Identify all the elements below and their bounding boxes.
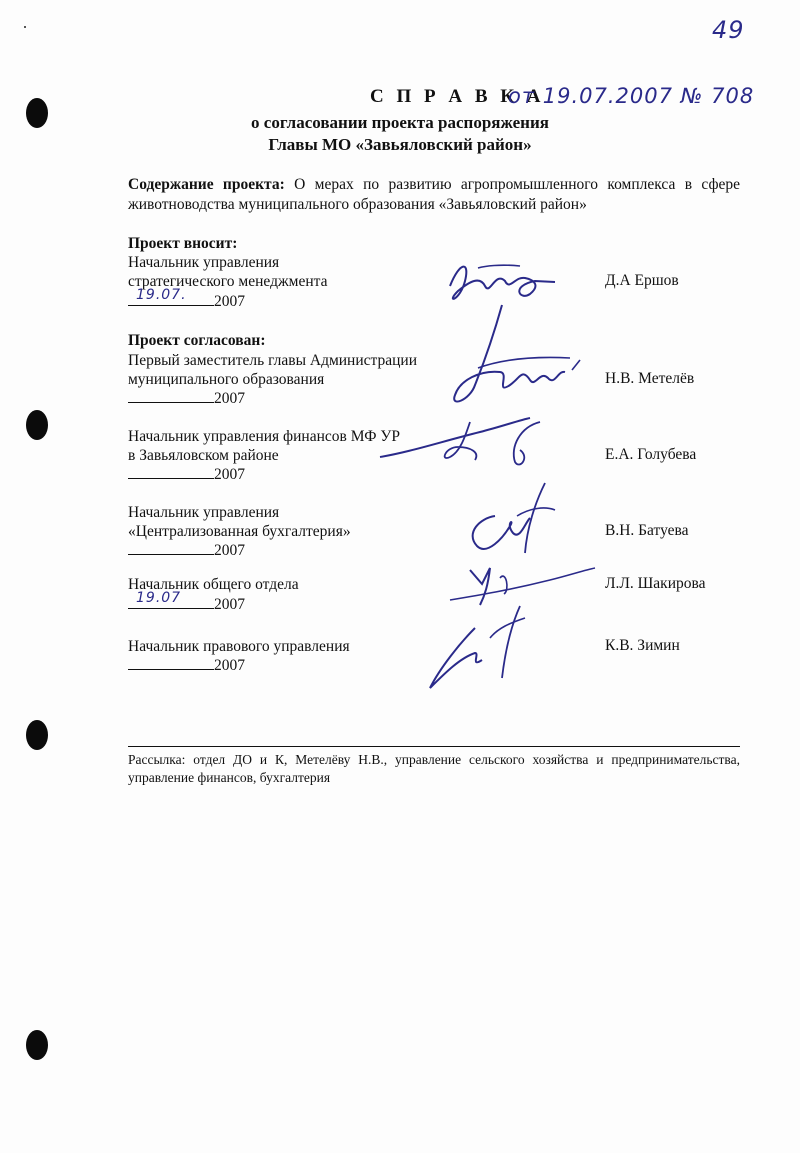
date-year: 2007 — [214, 596, 245, 613]
approved-heading: Проект согласован: — [128, 332, 266, 349]
signer1-name: Н.В. Метелёв — [605, 370, 695, 387]
signer3-name: В.Н. Батуева — [605, 522, 689, 539]
introducer-position-line2: стратегического менеджмента — [128, 273, 328, 290]
date-year: 2007 — [214, 390, 245, 407]
introducer-position-line1: Начальник управления — [128, 254, 280, 271]
introducer-name: Д.А Ершов — [605, 272, 679, 289]
document-subtitle-line2: Главы МО «Завьяловский район» — [268, 135, 532, 154]
signer1-date — [128, 388, 245, 408]
signer2-date — [128, 464, 245, 484]
signer5-name: К.В. Зимин — [605, 637, 680, 654]
content-text: О мерах по развитию агропромышленного комплекса в сфере животноводства муниципального образования «Завьяловский район» — [128, 176, 740, 213]
signer2-position-line1: Начальник управления финансов МФ УР — [128, 428, 400, 445]
date-year: 2007 — [214, 466, 245, 483]
signer4-name: Л.Л. Шакирова — [605, 575, 706, 592]
signer3-date — [128, 540, 245, 560]
page-number: 49 — [712, 16, 745, 44]
signer4-position-line1: Начальник общего отдела — [128, 576, 299, 593]
handwritten-date-number: от 19.07.2007 № 708 — [508, 84, 755, 108]
date-year: 2007 — [214, 542, 245, 559]
content-label: Содержание проекта: — [128, 176, 285, 193]
date-year: 2007 — [214, 293, 245, 310]
punch-hole — [26, 720, 48, 750]
handwritten-date: 19.07. — [136, 287, 187, 303]
signer1-position-line2: муниципального образования — [128, 371, 325, 388]
document-title: С П Р А В К А — [370, 86, 545, 107]
signature-golubeva — [370, 412, 570, 472]
signer5-date — [128, 655, 245, 675]
signer3-position-line2: «Централизованная бухгалтерия» — [128, 523, 351, 540]
date-year: 2007 — [214, 657, 245, 674]
signer1-position-line1: Первый заместитель главы Администрации — [128, 352, 418, 369]
speck — [24, 26, 26, 28]
mailing-list: Рассылка: отдел ДО и К, Метелёву Н.В., управление сельского хозяйства и предпринимательства, управление финансов, бухгалтерия — [128, 752, 740, 785]
introduces-heading: Проект вносит: — [128, 235, 238, 252]
signer3-position-line1: Начальник управления — [128, 504, 280, 521]
project-content — [128, 175, 740, 215]
signer5-position-line1: Начальник правового управления — [128, 638, 350, 655]
punch-hole — [26, 1030, 48, 1060]
document-subtitle-line1: о согласовании проекта распоряжения — [251, 113, 549, 132]
signer4-date — [128, 590, 245, 614]
signer2-position-line2: в Завьяловском районе — [128, 447, 279, 464]
signature-batueva — [455, 478, 565, 558]
handwritten-date: 19.07 — [136, 590, 182, 606]
introducer-date — [128, 287, 245, 311]
signer2-name: Е.А. Голубева — [605, 446, 697, 463]
punch-hole — [26, 410, 48, 440]
signature-zimin — [420, 598, 530, 698]
signature-metelev — [440, 300, 590, 415]
divider-line — [128, 746, 740, 747]
